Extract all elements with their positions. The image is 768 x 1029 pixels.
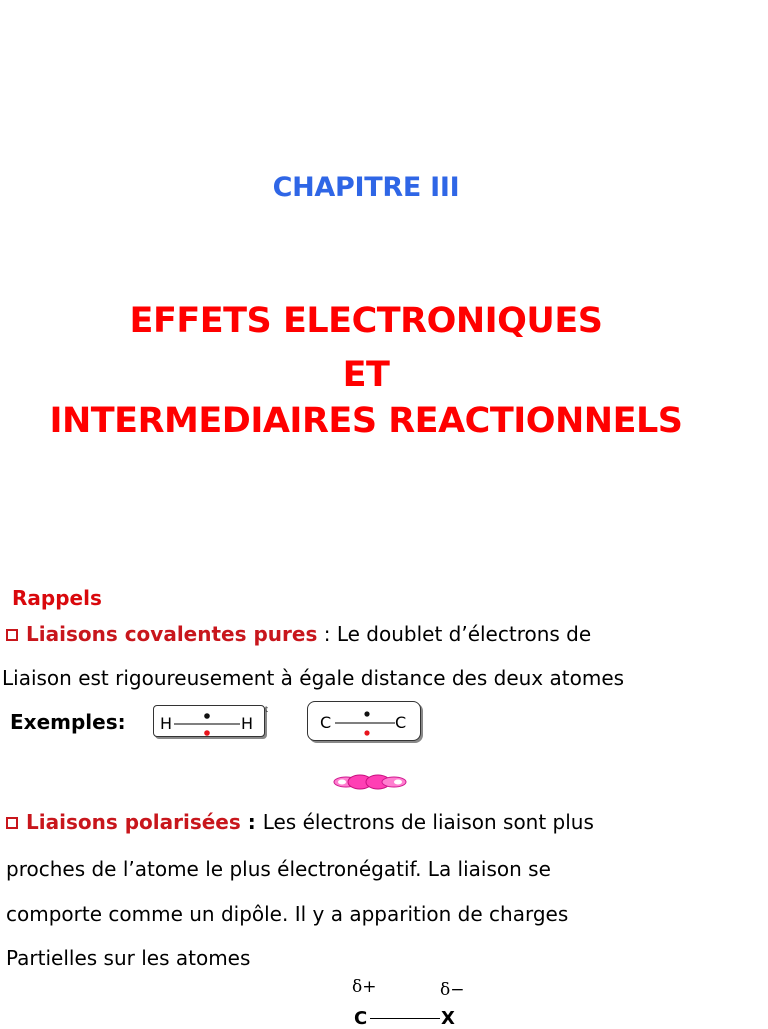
orbital-overlap-icon [332,768,412,798]
polar-text-4: Partielles sur les atomes [6,946,251,970]
examples-label: Exemples: [10,710,126,734]
molecule-c-c [307,701,429,747]
polar-text-1: Les électrons de liaison sont plus [262,810,594,834]
polar-text-3: comporte comme un dipôle. Il y a apparition de charges [6,902,569,926]
checkbox-bullet-icon [6,817,18,829]
atom-h-left: H [160,714,173,733]
covalent-text-2: Liaison est rigoureusement à égale distance des deux atomes [2,666,625,690]
c-c-bond-svg [307,701,429,747]
section-label-rappels: Rappels [12,586,102,610]
title-line-3: INTERMEDIAIRES REACTIONNELS [49,401,683,441]
covalent-separator: : [317,622,337,646]
covalent-paragraph-line1 [6,620,591,648]
chapter-heading: CHAPITRE III [272,172,460,203]
polar-separator: : [240,810,263,834]
delta-minus-label: δ− [440,980,465,1000]
delta-plus-label: δ+ [352,977,377,997]
polar-text-2: proches de l’atome le plus électronégatif. La liaison se [6,857,551,881]
dipole-atom-x: X [441,1008,455,1029]
dipole-atom-c: C [354,1008,368,1029]
molecule-h-h [153,705,269,741]
atom-c-right: C [395,713,407,732]
checkbox-bullet-icon [6,629,18,641]
covalent-term: Liaisons covalentes pures [26,622,318,646]
polar-term: Liaisons polarisées [26,810,241,834]
h-h-bond-svg [153,705,269,741]
atom-c-left: C [320,713,332,732]
title-line-1: EFFETS ELECTRONIQUES [129,301,603,341]
covalent-text-1: Le doublet d’électrons de [336,622,592,646]
atom-h-right: H [241,714,254,733]
svg-text:t: t [265,705,269,714]
title-line-2: ET [342,355,390,395]
polar-paragraph-line1 [6,808,594,836]
dipole-bond-line [370,1018,440,1019]
